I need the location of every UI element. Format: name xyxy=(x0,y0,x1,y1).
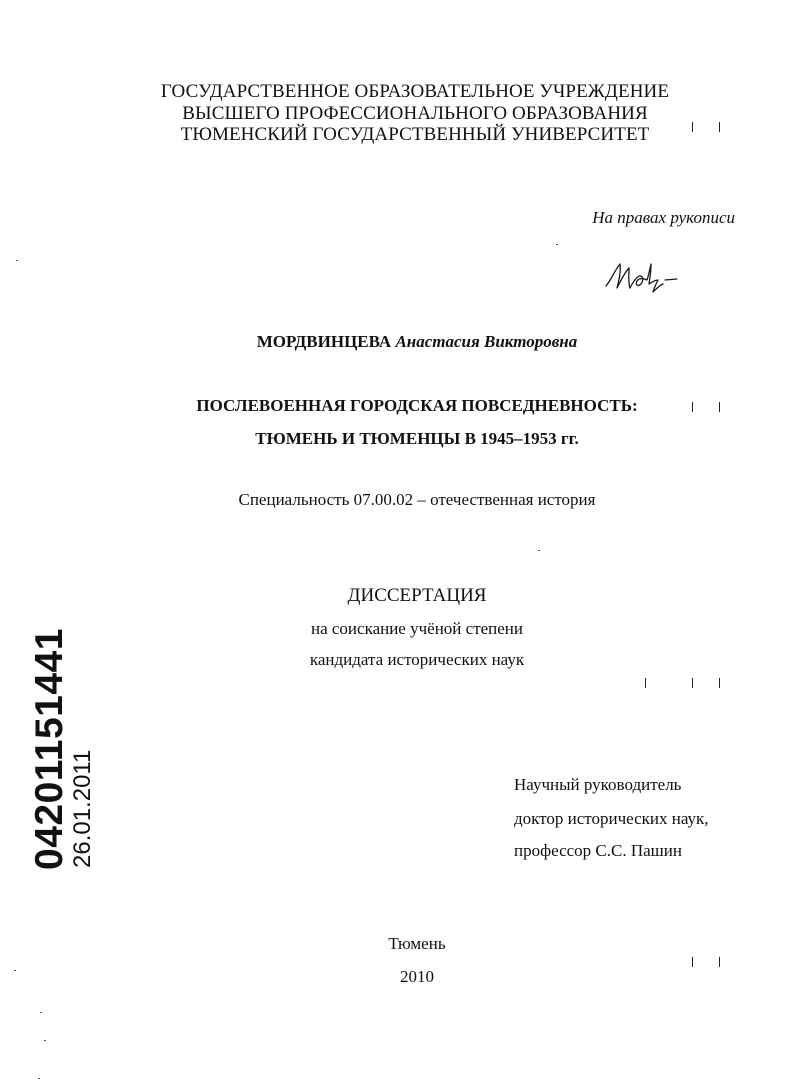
scan-mark xyxy=(645,678,646,688)
scan-speck xyxy=(14,970,16,971)
scan-mark xyxy=(692,402,693,412)
stamp-number: 04201151441 xyxy=(28,628,71,870)
stamp-date: 26.01.2011 xyxy=(69,749,96,868)
scan-speck xyxy=(556,244,558,245)
scan-mark xyxy=(719,122,720,132)
scan-mark xyxy=(719,678,720,688)
scan-speck xyxy=(538,550,540,551)
advisor-degree: доктор исторических наук, xyxy=(514,809,709,828)
library-stamp xyxy=(30,628,95,870)
handwritten-signature-icon xyxy=(603,258,683,303)
institution-line-2: ВЫСШЕГО ПРОФЕССИОНАЛЬНОГО ОБРАЗОВАНИЯ xyxy=(182,103,648,124)
document-type-label: ДИССЕРТАЦИЯ xyxy=(347,585,487,606)
advisor-name: профессор С.С. Пашин xyxy=(514,841,682,860)
degree-line-2: кандидата исторических наук xyxy=(309,650,525,669)
scan-mark xyxy=(719,402,720,412)
scan-speck xyxy=(40,1012,42,1013)
author-name xyxy=(0,333,791,350)
scan-speck xyxy=(16,260,18,261)
scan-mark xyxy=(692,122,693,132)
scan-mark xyxy=(692,678,693,688)
scan-speck xyxy=(44,1040,46,1041)
scan-mark xyxy=(719,957,720,967)
place: Тюмень xyxy=(388,934,446,953)
dissertation-title-line-1: ПОСЛЕВОЕННАЯ ГОРОДСКАЯ ПОВСЕДНЕВНОСТЬ: xyxy=(196,396,638,415)
author-given-names: Анастасия Викторовна xyxy=(395,332,578,351)
dissertation-title-line-2: ТЮМЕНЬ И ТЮМЕНЦЫ В 1945–1953 гг. xyxy=(255,429,579,448)
scan-mark xyxy=(692,957,693,967)
manuscript-rights-note: На правах рукописи xyxy=(592,208,735,227)
scan-speck xyxy=(38,1078,40,1079)
advisor-role: Научный руководитель xyxy=(514,775,682,794)
institution-line-3: ТЮМЕНСКИЙ ГОСУДАРСТВЕННЫЙ УНИВЕРСИТЕТ xyxy=(180,124,650,145)
year: 2010 xyxy=(400,967,434,986)
degree-line-1: на соискание учёной степени xyxy=(310,619,524,638)
specialty-line: Специальность 07.00.02 – отечественная история xyxy=(238,490,596,509)
author-surname: МОРДВИНЦЕВА xyxy=(256,332,392,351)
institution-line-1: ГОСУДАРСТВЕННОЕ ОБРАЗОВАТЕЛЬНОЕ УЧРЕЖДЕНИЕ xyxy=(160,81,670,102)
